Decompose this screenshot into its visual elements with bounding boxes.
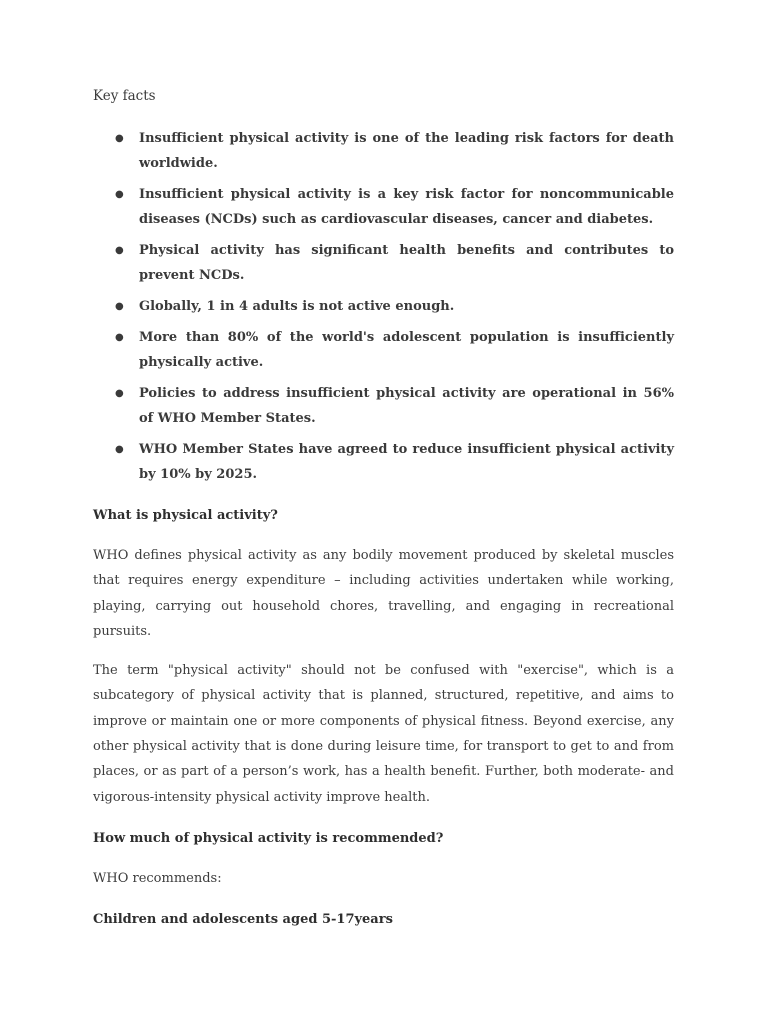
list-item-text: Policies to address insufficient physical activity are operational in 56% of WHO Member States. [139, 386, 674, 426]
recommended-heading: How much of physical activity is recommended? [93, 830, 444, 846]
list-item [93, 126, 674, 176]
list-item-text: Insufficient physical activity is one of the leading risk factors for death worldwide. [139, 131, 674, 171]
list-item [93, 294, 674, 319]
list-item-text: Globally, 1 in 4 adults is not active enough. [139, 299, 455, 314]
list-item-text: Physical activity has significant health benefits and contributes to prevent NCDs. [139, 243, 674, 283]
list-item-text: WHO Member States have agreed to reduce insufficient physical activity by 10% by 2025. [139, 442, 674, 482]
list-item [93, 238, 674, 288]
list-item-text: Insufficient physical activity is a key risk factor for noncommunicable diseases (NCDs) such as cardiovascular diseases, cancer and diabetes. [139, 187, 674, 227]
list-item [93, 381, 674, 431]
bullet-icon: ● [115, 332, 124, 343]
list-item [93, 437, 674, 487]
bullet-icon: ● [115, 245, 124, 256]
bullet-icon: ● [115, 388, 124, 399]
what-is-heading: What is physical activity? [93, 508, 278, 523]
document-page [93, 86, 674, 947]
list-item-text: More than 80% of the world's adolescent population is insufficiently physically active. [139, 330, 674, 370]
recommends-intro: WHO recommends: [93, 870, 222, 886]
exercise-paragraph: The term "physical activity" should not be confused with "exercise", which is a subcategory of physical activity that is planned, structured, repetitive, and aims to improve or maintain one or more components of physical fitness. Beyond exercise, any other physical activity that is done during leisure time, for transport to get to and from places, or as part of a person’s work, has a health benefit. Further, both moderate- and vigorous-intensity physical activity improve health. [93, 663, 674, 805]
definition-paragraph: WHO defines physical activity as any bodily movement produced by skeletal muscles that requires energy expenditure – including activities undertaken while working, playing, carrying out household chores, travelling, and engaging in recreational pursuits. [93, 548, 674, 639]
bullet-icon: ● [115, 444, 124, 455]
bullet-icon: ● [115, 189, 124, 200]
bullet-icon: ● [115, 133, 124, 144]
key-facts-list [93, 126, 674, 487]
list-item [93, 325, 674, 375]
bullet-icon: ● [115, 301, 124, 312]
key-facts-title: Key facts [93, 88, 156, 104]
list-item [93, 182, 674, 232]
children-subheading: Children and adolescents aged 5-17years [93, 912, 393, 928]
